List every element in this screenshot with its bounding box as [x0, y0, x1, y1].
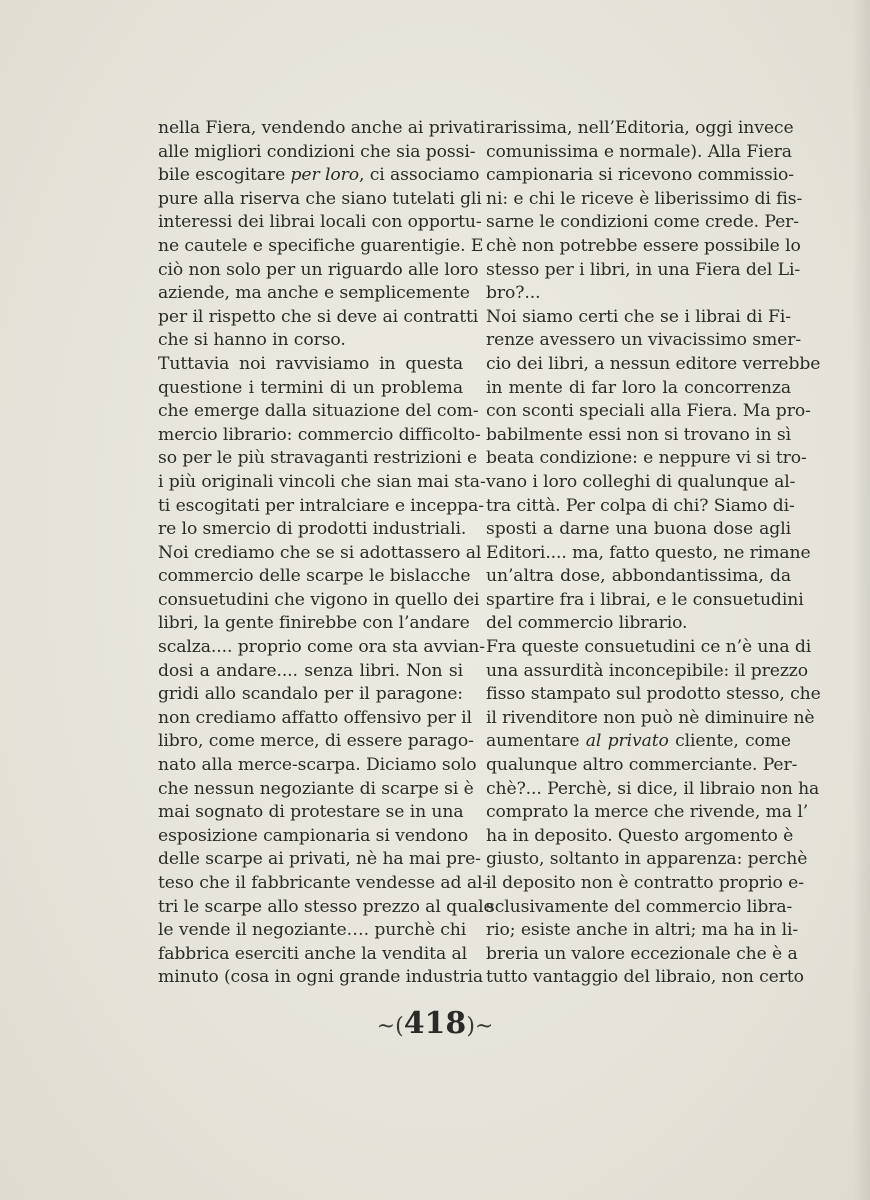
- text-line: in mente di far loro la concorrenza: [486, 377, 791, 398]
- right-text-column: [486, 117, 821, 990]
- text-line: con sconti speciali alla Fiera. Ma pro-: [486, 401, 811, 422]
- page-number: [0, 1004, 870, 1047]
- folio-number: 418: [403, 1006, 467, 1041]
- text-line: libro, come merce, di essere parago-: [158, 731, 474, 752]
- text-segment: aumentare: [486, 731, 586, 752]
- text-line: ni: e chi le riceve è liberissimo di fis-: [486, 188, 803, 209]
- italic-phrase: al privato: [585, 731, 669, 752]
- text-line: qualunque altro commerciante. Per-: [486, 755, 798, 776]
- text-segment: cliente, come: [668, 731, 791, 752]
- text-line: mai sognato di protestare se in una: [158, 802, 464, 823]
- text-line: il rivenditore non può nè diminuire nè: [486, 707, 815, 728]
- text-line: sposti a darne una buona dose agli: [486, 519, 791, 540]
- text-line: ha in deposito. Questo argomento è: [486, 825, 794, 846]
- text-line: che si hanno in corso.: [158, 330, 346, 351]
- text-line: sclusivamente del commercio libra-: [486, 896, 793, 917]
- text-line: Editori.... ma, fatto questo, ne rimane: [486, 542, 811, 563]
- text-line: comunissima e normale). Alla Fiera: [486, 141, 792, 162]
- text-line: scalza.... proprio come ora sta avvian-: [158, 637, 485, 658]
- text-line: ti escogitati per intralciare e inceppa-: [158, 495, 484, 516]
- text-line: tri le scarpe allo stesso prezzo al quale: [158, 896, 494, 917]
- text-line: una assurdità inconcepibile: il prezzo: [486, 660, 808, 681]
- text-line: non crediamo affatto offensivo per il: [158, 707, 472, 728]
- text-line: dosi a andare.... senza libri. Non si: [158, 660, 463, 681]
- text-line: commercio delle scarpe le bislacche: [158, 566, 471, 587]
- text-line: sarne le condizioni come crede. Per-: [486, 212, 800, 233]
- text-line: delle scarpe ai privati, nè ha mai pre-: [158, 849, 481, 870]
- text-line: il deposito non è contratto proprio e-: [486, 873, 804, 893]
- text-line: consuetudini che vigono in quello dei: [158, 589, 480, 610]
- text-line: tutto vantaggio del libraio, non certo: [486, 967, 804, 988]
- text-line: minuto (cosa in ogni grande industria: [158, 967, 484, 988]
- left-text-column: [158, 117, 494, 990]
- text-segment: , ci associamo: [358, 165, 480, 186]
- text-line: tra città. Per colpa di chi? Siamo di-: [486, 495, 795, 516]
- folio-right-ornament: )~: [466, 1014, 494, 1039]
- text-line: comprato la merce che rivende, ma l’: [486, 802, 809, 823]
- text-line: renze avessero un vivacissimo smer-: [486, 330, 802, 351]
- text-line: teso che il fabbricante vendesse ad al-: [158, 873, 489, 893]
- text-line: alle migliori condizioni che sia possi-: [158, 141, 476, 162]
- text-line: re lo smercio di prodotti industriali.: [158, 519, 467, 540]
- text-line: Noi crediamo che se si adottassero al: [158, 542, 482, 563]
- text-line: Fra queste consuetudini ce n’è una di: [486, 637, 812, 658]
- text-line: fisso stampato sul prodotto stesso, che: [486, 684, 821, 705]
- text-line: pure alla riserva che siano tutelati gli: [158, 188, 482, 209]
- text-line: esposizione campionaria si vendono: [158, 825, 469, 846]
- text-line: questione i termini di un problema: [158, 377, 463, 398]
- text-line: bro?...: [486, 283, 541, 304]
- text-line: mercio librario: commercio difficolto-: [158, 424, 481, 445]
- text-line: Tuttavia noi ravvisiamo in questa: [158, 353, 463, 374]
- text-line: spartire fra i librai, e le consuetudini: [486, 589, 804, 610]
- text-line: per il rispetto che si deve ai contratti: [158, 306, 479, 327]
- text-line: del commercio librario.: [486, 613, 688, 634]
- text-line: rio; esiste anche in altri; ma ha in li-: [486, 920, 799, 941]
- text-line: nella Fiera, vendendo anche ai privati: [158, 118, 486, 138]
- text-line: chè?... Perchè, si dice, il libraio non ha: [486, 778, 820, 799]
- text-line: breria un valore eccezionale che è a: [486, 943, 798, 964]
- text-segment: bile escogitare: [158, 165, 291, 186]
- text-line: vano i loro colleghi di qualunque al-: [486, 471, 796, 492]
- text-line: ciò non solo per un riguardo alle loro: [158, 259, 479, 280]
- text-line: [158, 164, 480, 188]
- text-line: libri, la gente finirebbe con l’andare: [158, 613, 470, 634]
- text-line: ne cautele e specifiche guarentigie. E: [158, 235, 484, 256]
- text-line: campionaria si ricevono commissio-: [486, 165, 794, 186]
- text-line: i più originali vincoli che sian mai sta-: [158, 471, 486, 492]
- text-line: nato alla merce-scarpa. Diciamo solo: [158, 755, 477, 776]
- text-line: cio dei libri, a nessun editore verrebbe: [486, 353, 821, 374]
- italic-phrase: per loro: [290, 165, 359, 186]
- text-line: babilmente essi non si trovano in sì: [486, 424, 791, 445]
- text-line: chè non potrebbe essere possibile lo: [486, 235, 801, 256]
- text-line: so per le più stravaganti restrizioni e: [158, 448, 478, 469]
- text-line: beata condizione: e neppure vi si tro-: [486, 448, 807, 469]
- folio-left-ornament: ~(: [376, 1014, 404, 1039]
- text-line: un’altra dose, abbondantissima, da: [486, 566, 791, 587]
- text-line: che nessun negoziante di scarpe si è: [158, 778, 474, 799]
- text-line: stesso per i libri, in una Fiera del Li-: [486, 259, 801, 280]
- text-line: le vende il negoziante…. purchè chi: [158, 920, 467, 941]
- text-line: rarissima, nell’Editoria, oggi invece: [486, 118, 794, 138]
- text-line: aziende, ma anche e semplicemente: [158, 283, 470, 304]
- text-line: Noi siamo certi che se i librai di Fi-: [486, 306, 791, 327]
- text-line: gridi allo scandalo per il paragone:: [158, 684, 463, 705]
- text-line: giusto, soltanto in apparenza: perchè: [486, 849, 808, 870]
- text-line: interessi dei librai locali con opportu-: [158, 212, 482, 233]
- text-line: fabbrica eserciti anche la vendita al: [158, 943, 467, 964]
- text-line: che emerge dalla situazione del com-: [158, 401, 479, 422]
- text-line: [486, 730, 791, 754]
